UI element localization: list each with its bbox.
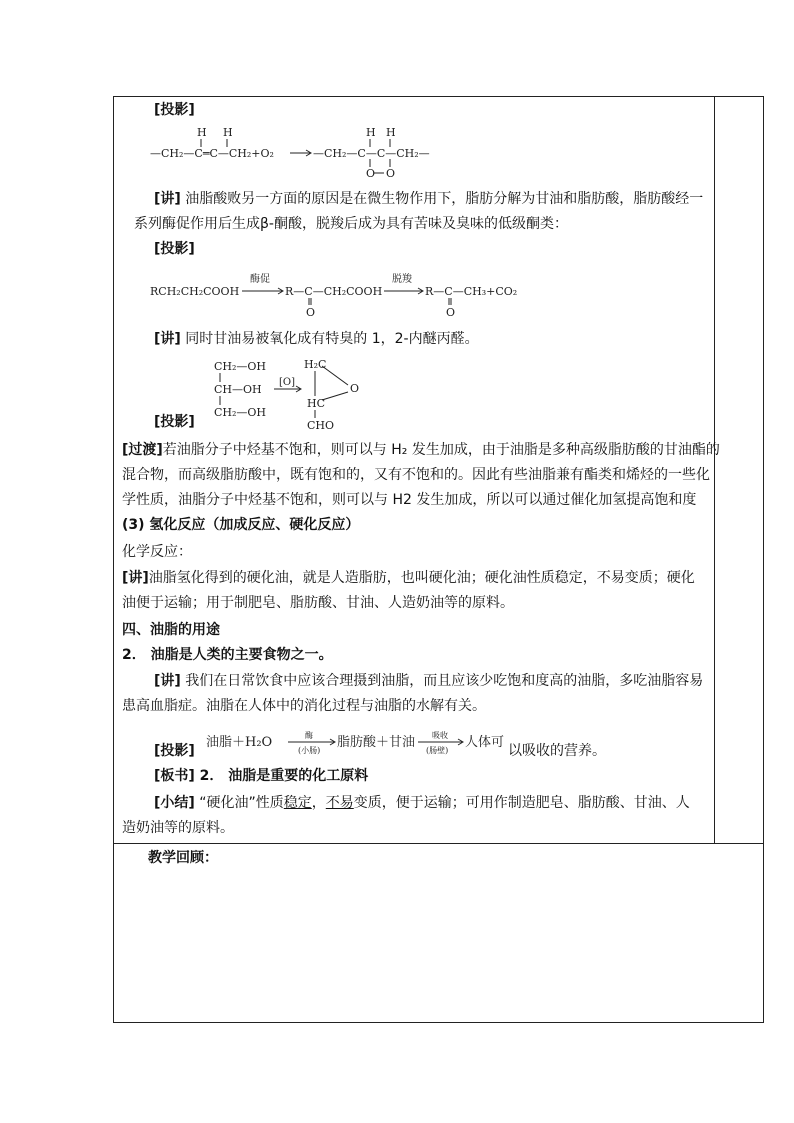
projection-label-2: [投影] [154,241,195,257]
transition-cont-2: 学性质，油脂分子中烃基不饱和，则可以与 H2 发生加成，所以可以通过催化加氢提高饱和度 [122,492,697,508]
summary [154,795,690,812]
f1-h4: H [386,126,396,139]
teaching-review: 教学回顾： [148,850,218,866]
transition-text: 若油脂分子中烃基不饱和，则可以与 H₂ 发生加成，由于油脂是多种高级脂肪酸的甘油酯的 [162,442,720,458]
transition-cont-1: 混合物，而高级脂肪酸中，既有饱和的，又有不饱和的。因此有些油脂兼有酯类和烯烃的一些化 [122,467,710,483]
summary-text-a: “硬化油”性质 [199,795,284,811]
section-hydrogenation: (3) 氢化反应（加成反应、硬化反应） [122,517,360,533]
f3-h2c: H₂C [304,358,327,371]
lecture-1 [154,191,703,208]
board-text: 2． 油脂是重要的化工原料 [199,768,369,784]
lecture-1-cont: 系列酶促作用后生成β-酮酸，脱羧后成为具有苦味及臭味的低级酮类： [134,216,568,232]
lecture-text-3: 油脂氢化得到的硬化油，就是人造脂肪，也叫硬化油；硬化油性质稳定，不易变质；硬化 [148,570,695,586]
f1-h2: H [223,126,233,139]
point-food: 2． 油脂是人类的主要食物之一。 [122,647,333,663]
f1-o2: O [386,167,396,180]
lecture-4-cont: 患高血脂症。油脂在人体中的消化过程与油脂的水解有关。 [122,698,486,714]
summary-cont: 造奶油等的原料。 [122,820,234,836]
f3-ring-bond2 [322,366,348,385]
formula-digestion [206,728,506,762]
f3-hc: HC [307,397,326,410]
f3-o: O [350,382,360,395]
summary-text-comma: ， [311,795,326,811]
lecture-label-3: [讲] [122,570,149,586]
lesson-table [113,96,764,1023]
formula-glycerol-oxidation [210,356,370,432]
summary-text-not-easy: 不易 [325,795,354,811]
f4-cond2-bot: (肠壁) [426,746,449,755]
formula-decarboxylation [150,270,530,318]
lecture-3-cont: 油便于运输；用于制肥皂、脂肪酸、甘油、人造奶油等的原料。 [122,595,514,611]
f2-cond1: 酶促 [250,274,270,285]
digestion-tail: 以吸收的营养。 [508,743,606,759]
f4-mid: 脂肪酸＋甘油 [337,735,416,750]
f1-right: —CH₂—C—C—CH₂— [313,147,430,160]
f3-ch2oh-2: CH₂—OH [214,406,267,419]
f3-cho: CHO [307,419,335,432]
transition-label: [过渡] [122,442,163,458]
f1-left: —CH₂—C═C—CH₂+O₂ [150,147,274,160]
lecture-label-2: [讲] [154,331,181,347]
table-row-divider [113,843,764,844]
summary-text-e: 变质，便于运输；可用作制造肥皂、脂肪酸、甘油、人 [353,795,690,811]
f4-cond1-top: 酶 [305,731,313,740]
board-heading [154,768,368,785]
board-label: [板书] [154,768,195,784]
projection-label-4: [投影] [154,743,195,759]
f4-cond2-top: 吸收 [432,731,448,740]
f4-rhs: 人体可 [465,735,505,750]
summary-text-stable: 稳定 [283,795,312,811]
lecture-text-2: 同时甘油易被氧化成有特臭的 1，2-内醚丙醛。 [185,331,479,347]
projection-label: [投影] [154,102,195,118]
lecture-2 [154,331,479,348]
f3-choh: CH—OH [214,383,262,396]
f4-cond1-bot: (小肠) [298,746,321,755]
lecture-text-4: 我们在日常饮食中应该合理摄到油脂，而且应该少吃饱和度高的油脂，多吃油脂容易 [185,673,704,689]
projection-label-3: [投影] [154,414,195,430]
f2-c: R—C—CH₃+CO₂ [425,285,518,298]
f1-h3: H [366,126,376,139]
f1-h1: H [197,126,207,139]
f2-b: R—C—CH₂COOH [285,285,383,298]
f1-o1: O [366,167,376,180]
summary-label: [小结] [154,795,195,811]
table-column-divider [714,96,715,844]
formula-oxidation [150,124,460,180]
lecture-3 [122,570,695,587]
lecture-text: 油脂酸败另一方面的原因是在微生物作用下，脂肪分解为甘油和脂肪酸，脂肪酸经一 [185,191,704,207]
f4-lhs: 油脂＋H₂O [206,735,273,750]
transition-paragraph [122,442,720,459]
lecture-label: [讲] [154,191,181,207]
f3-ch2oh-1: CH₂—OH [214,360,267,373]
chemical-reaction-label: 化学反应： [122,544,192,560]
f2-cond2: 脱羧 [392,274,412,285]
f2-o2: O [446,306,456,318]
f3-ring-bond3 [322,392,348,400]
f2-o1: O [306,306,316,318]
f2-a: RCH₂CH₂COOH [150,285,240,298]
f3-cond: [O] [279,377,296,388]
lecture-4 [154,673,703,690]
lecture-label-4: [讲] [154,673,181,689]
section-uses: 四、油脂的用途 [122,622,220,638]
